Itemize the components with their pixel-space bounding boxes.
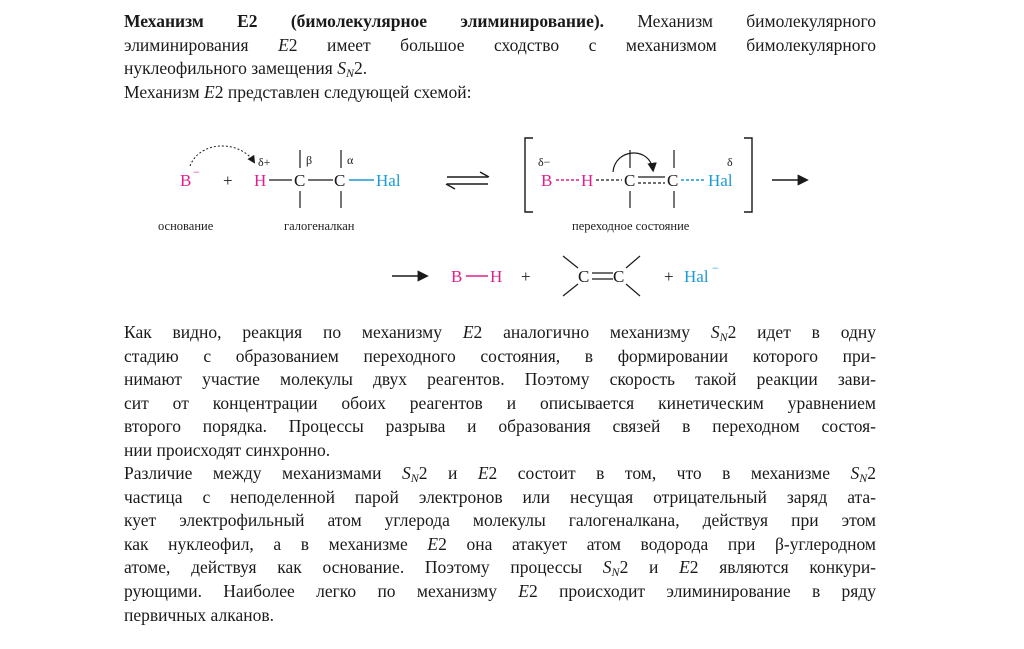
p2-line-5: второго порядка. Процессы разрыва и образования связей в переходном состоя- — [124, 416, 876, 437]
ts-bracket-right — [744, 138, 752, 212]
p2-line-2: стадию с образованием переходного состояния, в формировании которого при- — [124, 345, 876, 366]
plus-1: + — [223, 171, 233, 190]
beta-carbon: C — [294, 171, 306, 190]
reactant-h: H — [254, 171, 267, 190]
intro-line-2: элиминирования E2 имеет большое сходство с механизмом бимолекулярного — [124, 34, 877, 55]
base-b: B — [180, 171, 192, 190]
alkene-carbon-1: C — [578, 267, 590, 286]
ts-hal: Hal — [708, 171, 733, 190]
plus-3: + — [664, 267, 674, 286]
product-h: H — [490, 267, 503, 286]
reactant-hal: Hal — [376, 171, 401, 190]
p3-line-7: первичных алканов. — [124, 604, 274, 625]
p2-line-3: нимают участие молекулы двух реагентов. Поэтому скорость такой реакции зави- — [124, 369, 876, 390]
reaction-scheme — [0, 0, 1024, 320]
product-hal-charge: − — [712, 261, 719, 275]
ts-delta: δ — [727, 155, 733, 169]
product-hal: Hal — [684, 267, 709, 286]
p3-line-6: рующими. Наиболее легко по механизму E2 происходит элиминирование в ряду — [124, 580, 876, 601]
intro-line-3: нуклеофильного замещения $S_N2$. — [124, 58, 368, 81]
intro-line-1: Механизм E2 (бимолекулярное элиминирование). Механизм бимолекулярного — [124, 11, 876, 31]
ts-b: B — [541, 171, 553, 190]
p2-line-1: Как видно, реакция по механизму E2 аналогично механизму $S_N2$ идет в одну — [124, 322, 876, 344]
p3-line-5: атоме, действуя как основание. Поэтому процессы $S_N2$ и E2 являются конкури- — [124, 557, 877, 580]
beta-label: β — [306, 153, 313, 167]
p3-line-4: как нуклеофил, а в механизме E2 она атакует атом водорода при β-углеродном — [124, 533, 876, 554]
delta-plus: δ+ — [258, 155, 271, 169]
p3-line-2: частица с неподеленной парой электронов или несущая отрицательный заряд ата- — [124, 486, 876, 507]
paragraph-3 — [124, 462, 876, 627]
alkene-carbon-2: C — [613, 267, 625, 286]
plus-2: + — [521, 267, 531, 286]
p2-line-6: нии происходят синхронно. — [124, 439, 331, 460]
product-b: B — [451, 267, 463, 286]
caption-base: основание — [158, 219, 214, 233]
ts-carbon-2: C — [667, 171, 679, 190]
intro-line-4: Механизм E2 представлен следующей схемой: — [124, 81, 472, 102]
caption-haloalkane: галогеналкан — [284, 219, 355, 233]
caption-transition-state: переходное состояние — [572, 219, 690, 233]
dotted-attack-arrow — [190, 146, 254, 166]
alpha-carbon: C — [334, 171, 346, 190]
p2-line-4: сит от концентрации обоих реагентов и описывается кинетическим уравнением — [124, 392, 876, 413]
ts-electron-arrow — [613, 153, 653, 172]
paragraph-2 — [124, 321, 876, 463]
base-charge: − — [193, 165, 200, 179]
alpha-label: α — [347, 153, 354, 167]
ts-delta-minus: δ− — [538, 155, 551, 169]
p3-line-1: Различие между механизмами $S_N2$ и E2 состоит в том, что в механизме $S_N2$ — [124, 463, 877, 485]
heading: Механизм E2 (бимолекулярное элиминирование). — [124, 11, 605, 31]
p3-line-3: кует электрофильный атом углерода молекулы галогеналкана, действуя при этом — [124, 510, 876, 531]
ts-bracket-left — [525, 138, 533, 212]
ts-h: H — [581, 171, 594, 190]
ts-carbon-1: C — [624, 171, 636, 190]
